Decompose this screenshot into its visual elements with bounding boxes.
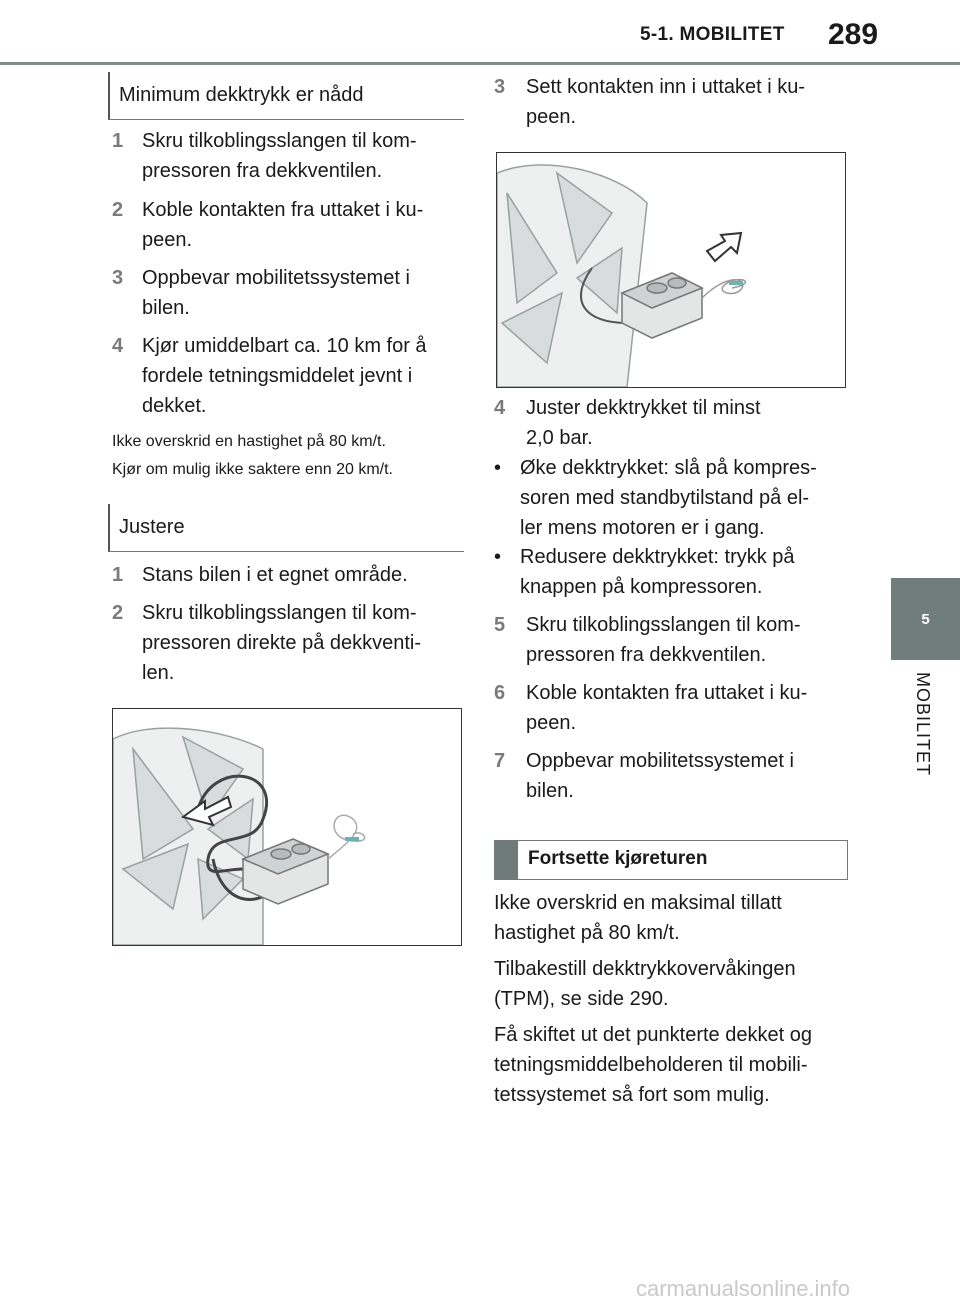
section-head-continue xyxy=(494,840,848,880)
bullet-text: ler mens motoren er i gang. xyxy=(520,517,765,539)
paragraph-line: hastighet på 80 km/t. xyxy=(494,922,680,944)
step-number: 1 xyxy=(112,130,124,152)
step-text: peen. xyxy=(526,712,577,734)
step-number: 1 xyxy=(112,564,124,586)
step-text: Sett kontakten inn i uttaket i ku- xyxy=(526,76,806,98)
header-rule xyxy=(0,62,960,65)
step-text: pressoren fra dekkventilen. xyxy=(526,644,767,666)
step-text: bilen. xyxy=(142,297,190,319)
chapter-side-label: MOBILITET xyxy=(913,672,933,777)
paragraph xyxy=(494,1020,854,1110)
step-text: Juster dekktrykket til minst xyxy=(526,397,761,419)
step-text: bilen. xyxy=(526,780,574,802)
page-number: 289 xyxy=(828,18,879,51)
step-text: 2,0 bar. xyxy=(526,427,593,449)
bullet-text: Redusere dekktrykket: trykk på xyxy=(520,546,795,568)
section-head-label: Minimum dekktrykk er nådd xyxy=(119,84,364,106)
header-section-title: 5-1. MOBILITET xyxy=(640,24,785,45)
compressor-socket-illustration xyxy=(497,153,845,387)
note-text: Ikke overskrid en hastighet på 80 km/t. xyxy=(112,433,386,450)
figure-compressor-socket xyxy=(496,152,846,388)
step-text: Skru tilkoblingsslangen til kom- xyxy=(142,602,417,624)
paragraph-line: tetssystemet så fort som mulig. xyxy=(494,1084,770,1106)
bullet-text: Øke dekktrykket: slå på kompres- xyxy=(520,457,817,479)
step-text: len. xyxy=(142,662,175,684)
step-text: Skru tilkoblingsslangen til kom- xyxy=(526,614,801,636)
step-number: 2 xyxy=(112,199,124,221)
step-text: Koble kontakten fra uttaket i ku- xyxy=(526,682,808,704)
paragraph xyxy=(494,888,854,948)
step-text: peen. xyxy=(526,106,577,128)
paragraph-line: (TPM), se side 290. xyxy=(494,988,669,1010)
step-number: 5 xyxy=(494,614,506,636)
step-text: Oppbevar mobilitetssystemet i xyxy=(142,267,410,289)
arrow-icon xyxy=(707,233,741,261)
chapter-tab-number: 5 xyxy=(921,610,930,628)
step-text: Koble kontakten fra uttaket i ku- xyxy=(142,199,424,221)
bullet-text: knappen på kompressoren. xyxy=(520,576,763,598)
step-text: peen. xyxy=(142,229,193,251)
step-text: Oppbevar mobilitetssystemet i xyxy=(526,750,794,772)
paragraph-line: Ikke overskrid en maksimal tillatt xyxy=(494,892,782,914)
watermark: carmanualsonline.info xyxy=(636,1276,851,1301)
bullet-dot: • xyxy=(494,457,502,479)
step-text: pressoren fra dekkventilen. xyxy=(142,160,383,182)
compressor-valve-illustration xyxy=(113,709,461,945)
step-text: Kjør umiddelbart ca. 10 km for å xyxy=(142,335,427,357)
step-number: 3 xyxy=(494,76,506,98)
paragraph-line: Få skiftet ut det punkterte dekket og xyxy=(494,1024,812,1046)
step-text: pressoren direkte på dekkventi- xyxy=(142,632,422,654)
step-number: 6 xyxy=(494,682,506,704)
chapter-tab[interactable] xyxy=(891,578,960,660)
bullet-text: soren med standbytilstand på el- xyxy=(520,487,810,509)
paragraph-line: Tilbakestill dekktrykkovervåkingen xyxy=(494,958,796,980)
paragraph xyxy=(494,954,854,1014)
bullet-dot: • xyxy=(494,546,502,568)
step-text: Skru tilkoblingsslangen til kom- xyxy=(142,130,417,152)
section-head-label: Justere xyxy=(119,516,185,538)
step-number: 4 xyxy=(494,397,506,419)
section-head-label: Fortsette kjøreturen xyxy=(528,848,708,869)
step-text: dekket. xyxy=(142,395,207,417)
note-text: Kjør om mulig ikke saktere enn 20 km/t. xyxy=(112,461,393,478)
step-text: Stans bilen i et egnet område. xyxy=(142,564,408,586)
step-text: fordele tetningsmiddelet jevnt i xyxy=(142,365,413,387)
paragraph-line: tetningsmiddelbeholderen til mobili- xyxy=(494,1054,808,1076)
step-number: 7 xyxy=(494,750,506,772)
step-number: 2 xyxy=(112,602,124,624)
figure-compressor-valve xyxy=(112,708,462,946)
section-head-minimum-pressure xyxy=(108,72,464,120)
step-number: 4 xyxy=(112,335,124,357)
step-number: 3 xyxy=(112,267,124,289)
section-head-adjust xyxy=(108,504,464,552)
